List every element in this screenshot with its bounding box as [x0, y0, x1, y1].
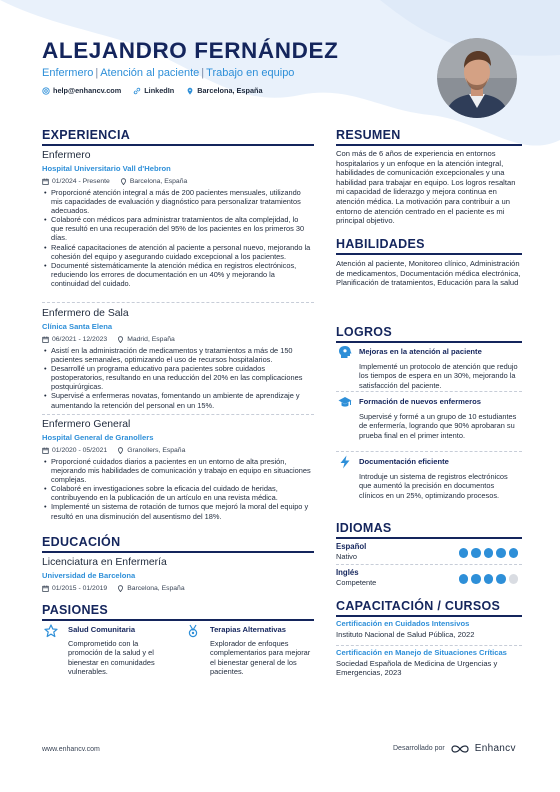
job-dates-text: 06/2021 - 12/2023 [52, 336, 108, 343]
headline-separator: | [201, 67, 205, 79]
map-pin-icon [186, 87, 194, 95]
resume-header [42, 38, 422, 95]
section-divider [336, 144, 522, 146]
job-bullet: • Proporcioné atención integral a más de 200 pacientes mensuales, utilizando mis capacidades de evaluación y diagnóstico para personalizar tratamientos adecuados. [42, 188, 312, 215]
rating-dot-filled [496, 548, 506, 558]
lightning-icon [338, 455, 352, 469]
rating-dot-filled [459, 574, 469, 584]
language-level: Competente [336, 578, 377, 587]
headline-separator: | [95, 67, 99, 79]
passion-title: Terapias Alternativas [210, 625, 286, 634]
education-dates-text: 01/2015 - 01/2019 [52, 585, 108, 592]
passion-title: Salud Comunitaria [68, 625, 136, 634]
achievement-description: Implementé un protocolo de atención que redujo los tiempos de espera en un 30%, mejorando la satisfacción del paciente. [359, 362, 518, 390]
education-location-text: Barcelona, España [127, 585, 185, 592]
job-bullet: • Documenté sistemáticamente la atención médica en registros electrónicos, reduciendo los errores de documentación en un 40% y mejorando la continuidad del cuidado. [42, 261, 312, 288]
job-dates [42, 446, 107, 455]
job-location-text: Granollers, España [127, 447, 186, 454]
contact-location [186, 86, 262, 95]
rating-dot-filled [471, 548, 481, 558]
section-divider [336, 537, 522, 539]
job-company: Hospital Universitario Vall d'Hebron [42, 164, 171, 173]
achievement-title: Mejoras en la atención al paciente [359, 347, 482, 356]
rating-dot-filled [471, 574, 481, 584]
language-item [336, 568, 522, 588]
job-meta [42, 335, 312, 344]
calendar-icon [42, 447, 49, 454]
footer-website[interactable]: www.enhancv.com [42, 746, 100, 753]
experience-entry [42, 149, 312, 288]
head-icon [338, 345, 352, 359]
headline [42, 66, 422, 80]
degree: Licenciatura en Enfermería [42, 557, 167, 568]
job-bullets [42, 188, 312, 288]
job-meta [42, 177, 312, 186]
job-company: Hospital General de Granollers [42, 433, 154, 442]
profile-photo [437, 38, 517, 118]
calendar-icon [42, 178, 49, 185]
achievement-description: Supervisé y formé a un grupo de 10 estudiantes de enfermería, logrando que 90% aprobaran su prueba final en el primer intento. [359, 412, 517, 440]
job-location [120, 177, 187, 186]
section-divider [336, 615, 522, 617]
course-item [336, 648, 522, 678]
footer-brand[interactable] [393, 743, 516, 754]
job-location [117, 446, 185, 455]
rating-dot-filled [459, 548, 469, 558]
achievement-title: Documentación eficiente [359, 457, 449, 466]
rating-dot-filled [496, 574, 506, 584]
language-rating [459, 548, 519, 558]
at-icon [42, 87, 50, 95]
enhancv-logo-icon [451, 744, 469, 754]
map-pin-icon [117, 336, 124, 343]
job-title: Enfermero General [42, 419, 131, 430]
language-name: Inglés [336, 568, 359, 577]
section-title-passions: PASIONES [42, 603, 109, 617]
job-bullets [42, 457, 312, 521]
job-dates-text: 01/2024 - Presente [52, 178, 110, 185]
experience-entry [42, 307, 312, 410]
candidate-name: ALEJANDRO FERNÁNDEZ [42, 38, 339, 63]
achievement-description: Introduje un sistema de registros electrónicos que aumentó la precisión en documentos clínicos en un 25%, optimizando procesos. [359, 472, 508, 500]
job-bullet: • Colaboré con médicos para administrar tratamientos de alta complejidad, lo que resultó en una recuperación del 95% de los pacientes en los primeros 30 días. [42, 215, 312, 242]
achievement-title: Formación de nuevos enfermeros [359, 397, 481, 406]
calendar-icon [42, 585, 49, 592]
contact-location-text: Barcelona, España [197, 86, 263, 95]
job-bullet: • Asistí en la administración de medicamentos y tratamientos a más de 150 pacientes semanales, optimizando el uso de recursos hospitalarios. [42, 346, 312, 364]
star-icon [44, 624, 58, 638]
passion-description: Explorador de enfoques complementarios para mejorar el bienestar general de los pacientes. [210, 639, 311, 676]
section-title-education: EDUCACIÓN [42, 535, 121, 549]
summary-text: Con más de 6 años de experiencia en entornos hospitalarios y un enfoque en la atención integral, habilidades de comunicación excepcionales y una habilidad para trabajar en equipo. Los logros resaltan mi capacidad de liderazgo y mejora continua en atención médica. La motivación para contribuir a un entorno de atención centrado en el paciente es mi principal objetivo. [336, 149, 516, 226]
language-name: Español [336, 542, 367, 551]
headline-item: Atención al paciente [100, 67, 200, 79]
job-meta [42, 446, 312, 455]
section-divider [42, 551, 314, 553]
rating-dot-filled [484, 574, 494, 584]
footer-brand-name: Enhancv [474, 743, 516, 754]
course-organization: Sociedad Española de Medicina de Urgencias y Emergencias, 2023 [336, 658, 498, 678]
skills-text: Atención al paciente, Monitoreo clínico, Administración de medicamentos, Documentación médica electrónica, Planificación de tratamientos, Educación para la salud [336, 259, 521, 288]
entry-divider [336, 391, 522, 392]
job-bullets [42, 346, 312, 410]
contact-linkedin-text: LinkedIn [144, 86, 175, 95]
language-level: Nativo [336, 552, 357, 561]
entry-divider [336, 451, 522, 452]
entry-divider [336, 564, 522, 565]
job-title: Enfermero de Sala [42, 308, 129, 319]
job-dates-text: 01/2020 - 05/2021 [52, 447, 108, 454]
headline-item: Trabajo en equipo [206, 67, 295, 79]
education-dates [42, 584, 107, 593]
contact-email-text: help@enhancv.com [53, 86, 122, 95]
education-entry [42, 556, 312, 593]
calendar-icon [42, 336, 49, 343]
job-location-text: Madrid, España [127, 336, 175, 343]
entry-divider [42, 302, 314, 303]
language-rating [459, 574, 519, 584]
job-bullet: • Desarrollé un programa educativo para pacientes sobre cuidados postoperatorios, resultando en una reducción del 20% en las complicaciones postquirúrgicas. [42, 364, 312, 391]
job-dates [42, 335, 107, 344]
language-item [336, 542, 522, 562]
job-location-text: Barcelona, España [129, 178, 188, 185]
education-meta [42, 584, 312, 593]
section-title-achievements: LOGROS [336, 325, 392, 339]
job-bullet: • Realicé capacitaciones de atención al paciente a personal nuevo, mejorando la cohesión del equipo y asegurando cuidado excepcional a los pacientes. [42, 243, 312, 261]
section-title-experience: EXPERIENCIA [42, 128, 131, 142]
course-title: Certificación en Cuidados Intensivos [336, 619, 470, 628]
job-bullet: • Supervisé a enfermeras novatas, fomentando un ambiente de aprendizaje y aumentando la retención del personal en un 15%. [42, 391, 312, 409]
section-divider [42, 619, 314, 621]
link-icon [133, 87, 141, 95]
job-dates [42, 177, 110, 186]
rating-dot-filled [509, 548, 519, 558]
passion-description: Comprometido con la promoción de la salud y el bienestar en comunidades vulnerables. [68, 639, 155, 676]
section-title-languages: IDIOMAS [336, 521, 392, 535]
experience-entry [42, 418, 312, 521]
map-pin-icon [117, 585, 124, 592]
section-divider [336, 341, 522, 343]
education-location [117, 584, 184, 593]
job-company: Clínica Santa Elena [42, 322, 113, 331]
section-title-training: CAPACITACIÓN / CURSOS [336, 599, 501, 613]
contact-email[interactable] [42, 86, 121, 95]
job-bullet: • Proporcioné cuidados diarios a pacientes en un entorno de alta presión, mejorando mis habilidades de comunicación y trabajo en equipo en situaciones complejas. [42, 457, 312, 484]
job-bullet: • Implementé un sistema de rotación de turnos que mejoró la moral del equipo y resultó en una disminución del ausentismo del 18%. [42, 502, 312, 520]
rating-dot-empty [509, 574, 519, 584]
course-item [336, 619, 522, 639]
job-title: Enfermero [42, 150, 91, 161]
map-pin-icon [120, 178, 127, 185]
contact-linkedin[interactable] [133, 86, 174, 95]
course-title: Certificación en Manejo de Situaciones Críticas [336, 648, 507, 657]
medal-icon [186, 624, 200, 638]
section-title-skills: HABILIDADES [336, 237, 425, 251]
section-title-summary: RESUMEN [336, 128, 401, 142]
contact-row [42, 86, 422, 95]
rating-dot-filled [484, 548, 494, 558]
section-divider [336, 253, 522, 255]
section-divider [42, 144, 314, 146]
headline-item: Enfermero [42, 67, 94, 79]
job-bullet: • Colaboré en investigaciones sobre la eficacia del cuidado de heridas, contribuyendo en la publicación de un artículo en una revista médica. [42, 484, 312, 502]
entry-divider [336, 645, 522, 646]
school: Universidad de Barcelona [42, 571, 136, 580]
course-organization: Instituto Nacional de Salud Pública, 2022 [336, 629, 475, 639]
map-pin-icon [117, 447, 124, 454]
entry-divider [42, 414, 314, 415]
footer-powered-by: Desarrollado por [393, 745, 445, 752]
graduation-cap-icon [338, 395, 352, 409]
job-location [117, 335, 175, 344]
